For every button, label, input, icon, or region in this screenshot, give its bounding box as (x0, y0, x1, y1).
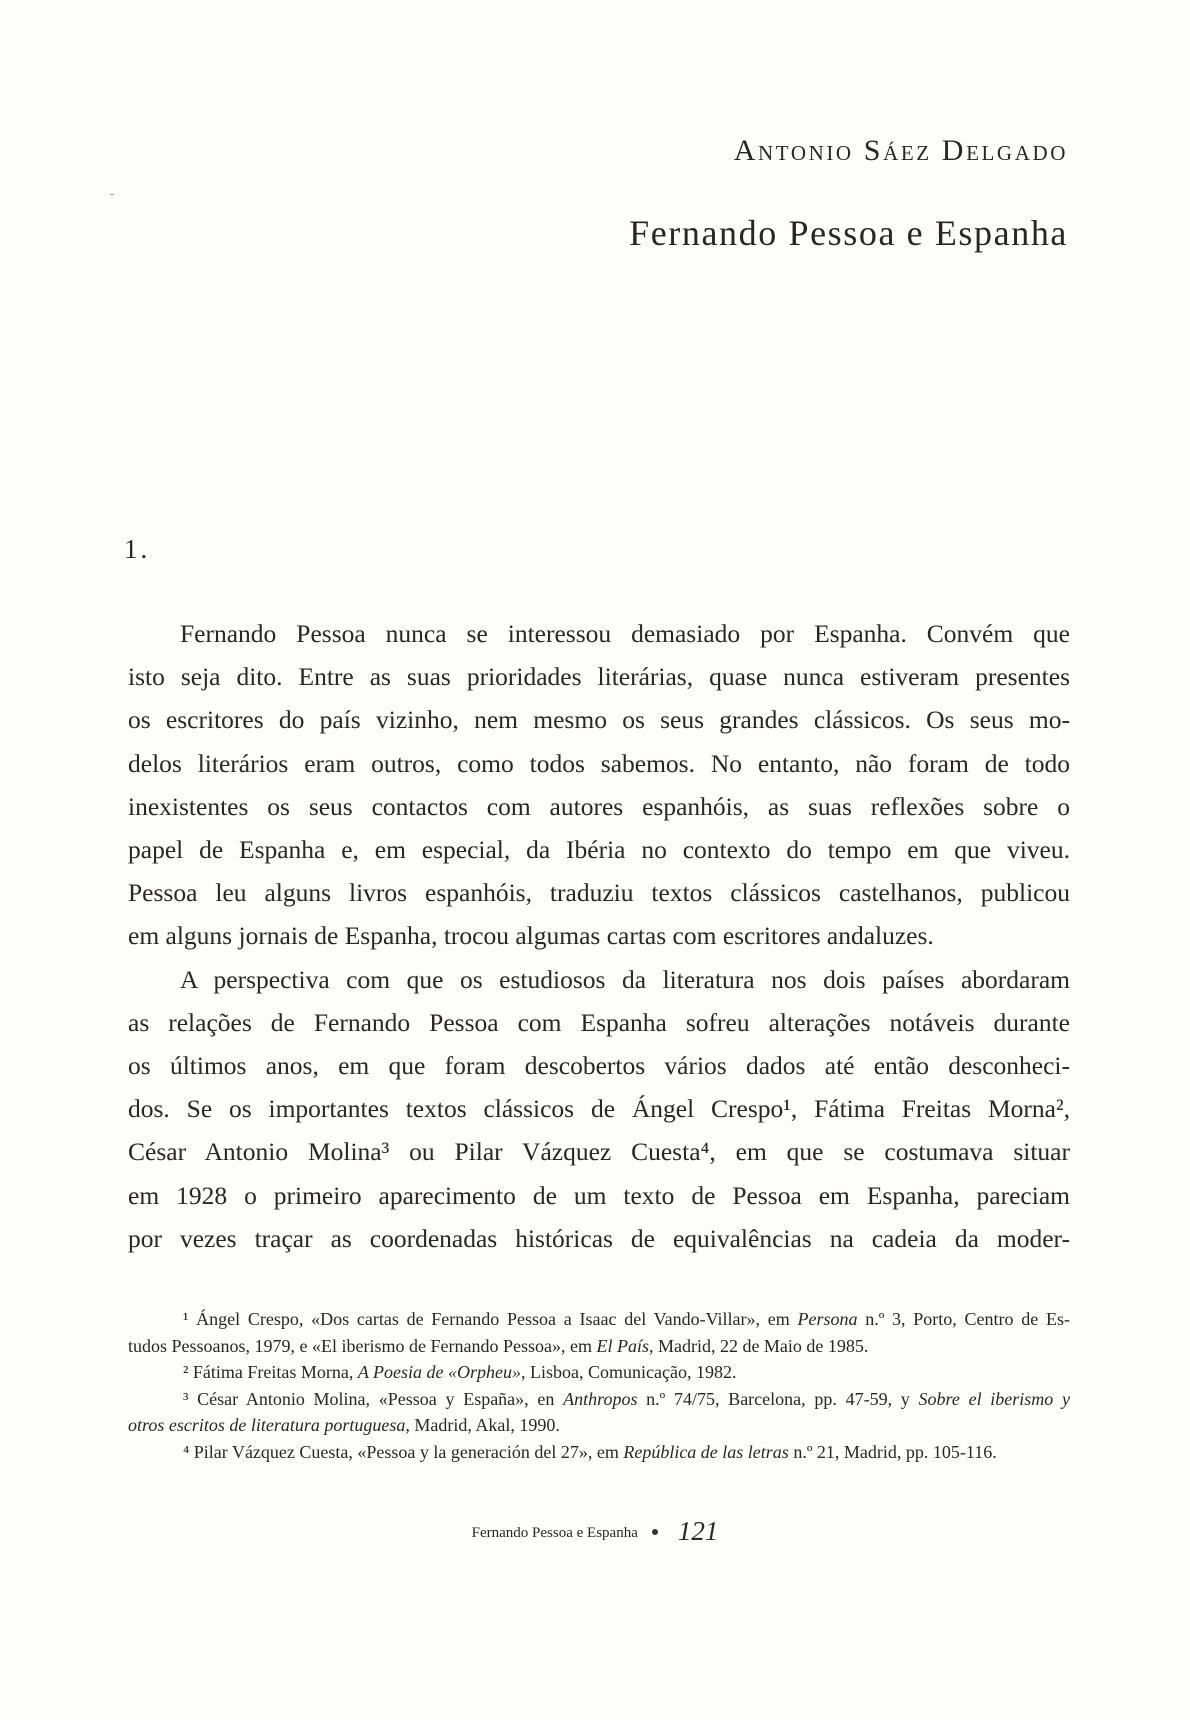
text-line: delos literários eram outros, como todos sabemos. No entanto, não foram de todo (128, 748, 1070, 778)
footnote (128, 1386, 1070, 1439)
bullet-separator (652, 1529, 658, 1535)
footnote-text: ⁴ Pilar Vázquez Cuesta, «Pessoa y la generación del 27», em (183, 1441, 624, 1462)
footnotes (128, 1306, 1070, 1465)
text-line: Pessoa leu alguns livros espanhóis, traduziu textos clássicos castelhanos, publicou (128, 878, 1070, 908)
author-name: Antonio Sáez Delgado (733, 134, 1068, 167)
footnote-line (128, 1439, 1070, 1466)
footnote-line (128, 1412, 1070, 1439)
text-line: Fernando Pessoa nunca se interessou demasiado por Espanha. Convém que (180, 619, 1070, 648)
italic-title: El País (596, 1335, 649, 1356)
text-line: por vezes traçar as coordenadas históricas de equivalências na cadeia da moder- (128, 1223, 1070, 1253)
footnote-text: ³ César Antonio Molina, «Pessoa y España», en (183, 1388, 564, 1409)
footnote-text: , Madrid, 22 de Maio de 1985. (648, 1335, 869, 1356)
chapter-title: Fernando Pessoa e Espanha (629, 213, 1068, 253)
italic-title: República de las letras (623, 1441, 789, 1462)
italic-title: A Poesia de «Orpheu» (357, 1362, 522, 1382)
body-text (128, 612, 1070, 1260)
italic-title: Persona (797, 1309, 858, 1329)
text-line: César Antonio Molina³ ou Pilar Vázquez Cuesta⁴, em que se costumava situar (128, 1137, 1070, 1167)
footnote-text: tudos Pessoanos, 1979, e «El iberismo de Fernando Pessoa», em (128, 1335, 597, 1356)
footnote-text: , Lisboa, Comunicação, 1982. (521, 1362, 737, 1382)
footnote-line (128, 1359, 1070, 1386)
page-number: 121 (677, 1516, 719, 1546)
footnote-text: ¹ Ángel Crespo, «Dos cartas de Fernando Pessoa a Isaac del Vando-Villar», em (183, 1309, 798, 1329)
footnote (128, 1439, 1070, 1466)
text-line: papel de Espanha e, em especial, da Ibéria no contexto do tempo em que viveu. (128, 835, 1070, 865)
scan-speck (110, 194, 114, 195)
text-line: A perspectiva com que os estudiosos da literatura nos dois países abordaram (180, 964, 1070, 994)
page-footer (0, 1516, 1190, 1547)
footnote (128, 1359, 1070, 1386)
footnote-line (128, 1386, 1070, 1413)
text-line: inexistentes os seus contactos com autores espanhóis, as suas reflexões sobre o (128, 791, 1070, 821)
text-line: isto seja dito. Entre as suas prioridades literárias, quase nunca estiveram presentes (128, 662, 1070, 692)
section-number: 1. (124, 534, 151, 564)
paragraph (128, 958, 1070, 1260)
text-line: os escritores do país vizinho, nem mesmo os seus grandes clássicos. Os seus mo- (128, 705, 1070, 735)
italic-title: Anthropos (563, 1388, 638, 1409)
footnote-text: n.º 3, Porto, Centro de Es- (857, 1309, 1071, 1329)
italic-title: Sobre el iberismo y (918, 1388, 1070, 1409)
text-line: dos. Se os importantes textos clássicos de Ángel Crespo¹, Fátima Freitas Morna², (128, 1094, 1070, 1124)
text-line: em 1928 o primeiro aparecimento de um texto de Pessoa em Espanha, pareciam (128, 1180, 1070, 1210)
running-title: Fernando Pessoa e Espanha (471, 1525, 638, 1541)
footnote (128, 1306, 1070, 1359)
paragraph (128, 612, 1070, 958)
text-line: os últimos anos, em que foram descobertos vários dados até então desconheci- (128, 1051, 1070, 1081)
footnote-text: , Madrid, Akal, 1990. (405, 1415, 560, 1435)
footnote-line (128, 1333, 1070, 1360)
text-line: as relações de Fernando Pessoa com Espanha sofreu alterações notáveis durante (128, 1007, 1070, 1037)
footnote-text: n.º 74/75, Barcelona, pp. 47-59, y (637, 1388, 919, 1409)
footnote-line (128, 1306, 1070, 1333)
footnote-text: ² Fátima Freitas Morna, (183, 1362, 358, 1382)
text-line: em alguns jornais de Espanha, trocou algumas cartas com escritores andaluzes. (128, 921, 934, 951)
italic-title: otros escritos de literatura portuguesa (128, 1415, 406, 1435)
footnote-text: n.º 21, Madrid, pp. 105-116. (788, 1441, 997, 1462)
